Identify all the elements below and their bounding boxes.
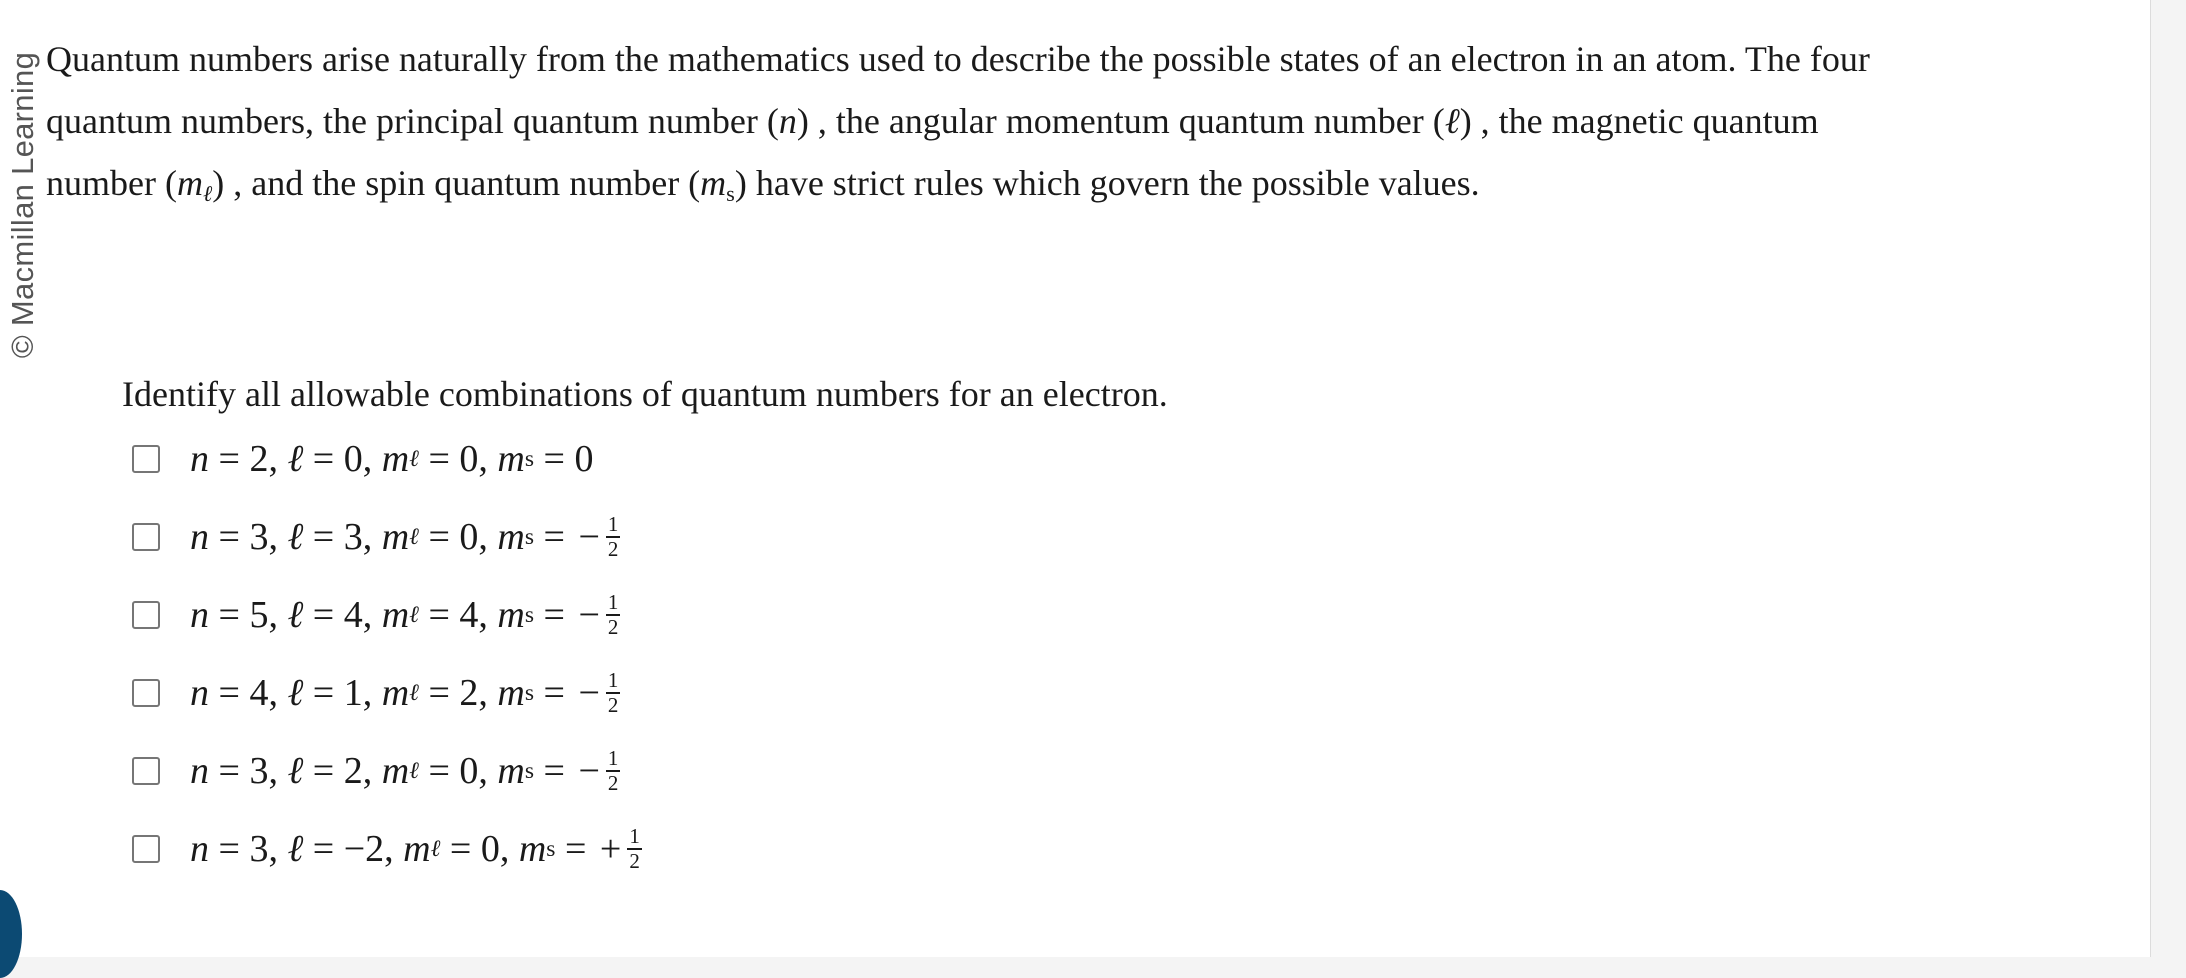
option-expression: n = 3 , ℓ = 3 , m ℓ = 0 , m s = − $\frac{1}{2}$ [190,512,619,561]
n-value: 2 [249,438,269,480]
watermark-text: © Macmillan Learning [5,51,40,359]
l-value: 0 [343,438,363,480]
option-expression: n = 5 , ℓ = 4 , m ℓ = 4 , m s = − $\frac{1}{2}$ [190,590,619,639]
ms-fraction: $\frac{1}{2}$ [607,590,619,639]
intro-line-1: Quantum numbers arise naturally from the mathematics used to describe the possible states of an electron in an atom. The four [46,39,1870,79]
ml-value: 0 [459,750,479,792]
answer-option[interactable] [132,654,642,732]
checkbox[interactable] [132,679,160,707]
ms-fraction: $\frac{1}{2}$ [629,824,640,873]
ms-sign: − [578,750,600,792]
ml-value: 4 [459,594,479,636]
n-value: 4 [249,672,269,714]
checkbox[interactable] [132,601,160,629]
option-expression: n = 4 , ℓ = 1 , m ℓ = 2 , m s = − $\frac{1}{2}$ [190,668,619,717]
checkbox[interactable] [132,757,160,785]
checkbox[interactable] [132,523,160,551]
ms-sign: + [599,828,622,870]
l-value: 3 [343,516,363,558]
intro-line-2: quantum numbers, the principal quantum number (n) , the angular momentum quantum number (ℓ) , the magnetic quantum [46,101,1819,141]
ms-fraction: $\frac{1}{2}$ [607,668,619,717]
answer-options [132,420,642,888]
ms-value: 0 [574,438,594,480]
l-value: −2 [343,828,385,870]
n-value: 5 [249,594,269,636]
l-value: 4 [343,594,363,636]
ml-value: 0 [459,516,479,558]
option-expression: n = 2 , ℓ = 0 , m ℓ = 0 , m s = 0 [190,438,594,480]
answer-option[interactable] [132,420,642,498]
intro-line-3: number $(m_\ell)$ , and the spin quantum number $(m_s)$ have strict rules which govern the possible values. [46,163,1480,207]
question-prompt: Identify all allowable combinations of quantum numbers for an electron. [122,374,1168,414]
ms-sign: − [578,672,600,714]
answer-option[interactable] [132,810,642,888]
answer-option[interactable] [132,732,642,810]
ml-value: 0 [480,828,500,870]
ml-value: 0 [459,438,479,480]
n-value: 3 [249,750,269,792]
checkbox[interactable] [132,835,160,863]
n-value: 3 [249,516,269,558]
l-value: 1 [343,672,363,714]
ms-sign: − [578,594,600,636]
option-expression: n = 3 , ℓ = 2 , m ℓ = 0 , m s = − $\frac{1}{2}$ [190,746,619,795]
ms-sign: − [578,516,600,558]
answer-option[interactable] [132,498,642,576]
l-value: 2 [343,750,363,792]
ms-fraction: $\frac{1}{2}$ [607,746,619,795]
ms-fraction: $\frac{1}{2}$ [607,512,619,561]
copyright-watermark [3,35,43,375]
option-expression: n = 3 , ℓ = −2 , m ℓ = 0 , m s = + $\frac{1}{2}$ [190,824,640,873]
n-value: 3 [249,828,269,870]
answer-option[interactable] [132,576,642,654]
intro-paragraph [46,28,2126,214]
checkbox[interactable] [132,445,160,473]
ml-value: 2 [459,672,479,714]
